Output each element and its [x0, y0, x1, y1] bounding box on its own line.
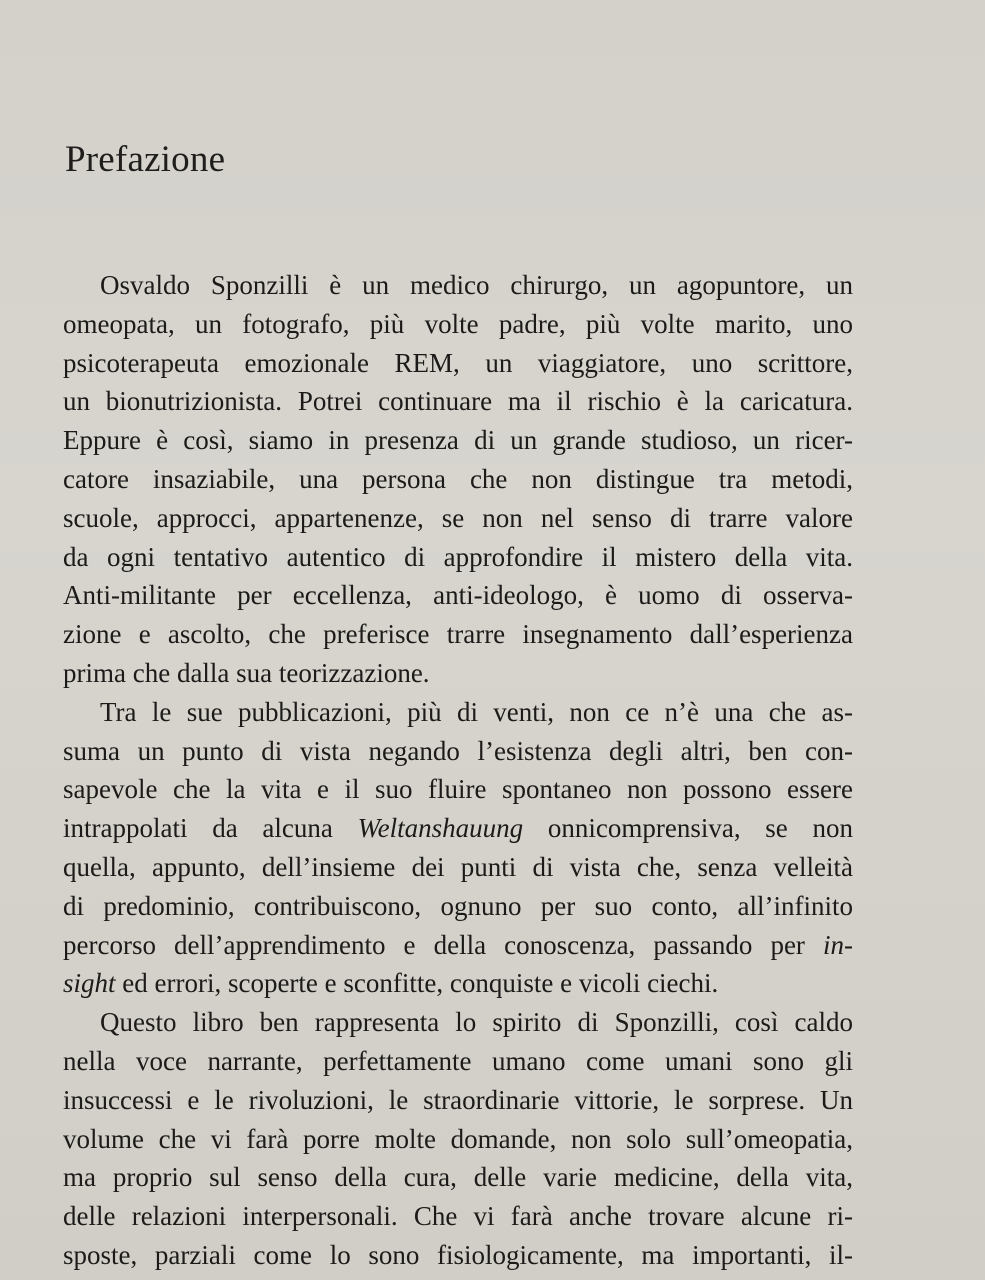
text-line: Osvaldo Sponzilli è un medico chirurgo, un agopuntore, un [100, 270, 853, 300]
text-line: volume che vi farà porre molte domande, non solo sull’omeopatia, [63, 1123, 853, 1154]
text-line: psicoterapeuta emozionale REM, un viaggiatore, uno scrittore, [63, 347, 853, 378]
text-line: Eppure è così, siamo in presenza di un grande studioso, un ricer- [63, 425, 853, 456]
text-line: scuole, approcci, appartenenze, se non nel senso di trarre valore [63, 502, 853, 533]
italic-term: Weltanshauung [357, 813, 524, 844]
text-span: onnicomprensiva, se non [547, 813, 854, 844]
text-line: zione e ascolto, che preferisce trarre insegnamento dall’esperienza [63, 619, 853, 650]
text-line: catore insaziabile, una persona che non distingue tra metodi, [63, 463, 853, 494]
text-line: quella, appunto, dell’insieme dei punti di vista che, senza velleità [63, 851, 853, 882]
text-line [63, 964, 853, 1003]
italic-term: sight [63, 968, 116, 999]
text-line [63, 926, 853, 965]
text-span: ed errori, scoperte e sconfitte, conquiste e vicoli ciechi. [122, 968, 719, 999]
text-line [63, 809, 853, 848]
text-line: di predominio, contribuiscono, ognuno per suo conto, all’infinito [63, 890, 853, 921]
preface-text [63, 266, 853, 1275]
text-line: suma un punto di vista negando l’esistenza degli altri, ben con- [63, 735, 853, 766]
text-line: Anti-militante per eccellenza, anti-ideologo, è uomo di osserva- [63, 580, 853, 611]
italic-term: in- [823, 929, 853, 960]
text-line: nella voce narrante, perfettamente umano come umani sono gli [63, 1045, 853, 1076]
text-span: intrappolati da alcuna [63, 813, 333, 844]
text-line: ma proprio sul senso della cura, delle varie medicine, della vita, [63, 1162, 853, 1193]
text-span: percorso dell’apprendimento e della conoscenza, passando per [63, 929, 805, 960]
text-line: un bionutrizionista. Potrei continuare ma il rischio è la caricatura. [63, 386, 853, 417]
text-line: sposte, parziali come lo sono fisiologicamente, ma importanti, il- [63, 1239, 853, 1270]
chapter-title: Prefazione [65, 139, 226, 180]
text-line: Questo libro ben rappresenta lo spirito di Sponzilli, così caldo [100, 1007, 853, 1038]
text-line: insuccessi e le rivoluzioni, le straordinarie vittorie, le sorprese. Un [63, 1084, 853, 1115]
text-line: prima che dalla sua teorizzazione. [63, 657, 430, 688]
text-line: delle relazioni interpersonali. Che vi farà anche trovare alcune ri- [63, 1201, 853, 1232]
text-line: sapevole che la vita e il suo fluire spontaneo non possono essere [63, 774, 853, 805]
text-line: da ogni tentativo autentico di approfondire il mistero della vita. [63, 541, 853, 572]
text-line: Tra le sue pubblicazioni, più di venti, non ce n’è una che as- [100, 696, 853, 727]
text-line: omeopata, un fotografo, più volte padre, più volte marito, uno [63, 308, 853, 339]
